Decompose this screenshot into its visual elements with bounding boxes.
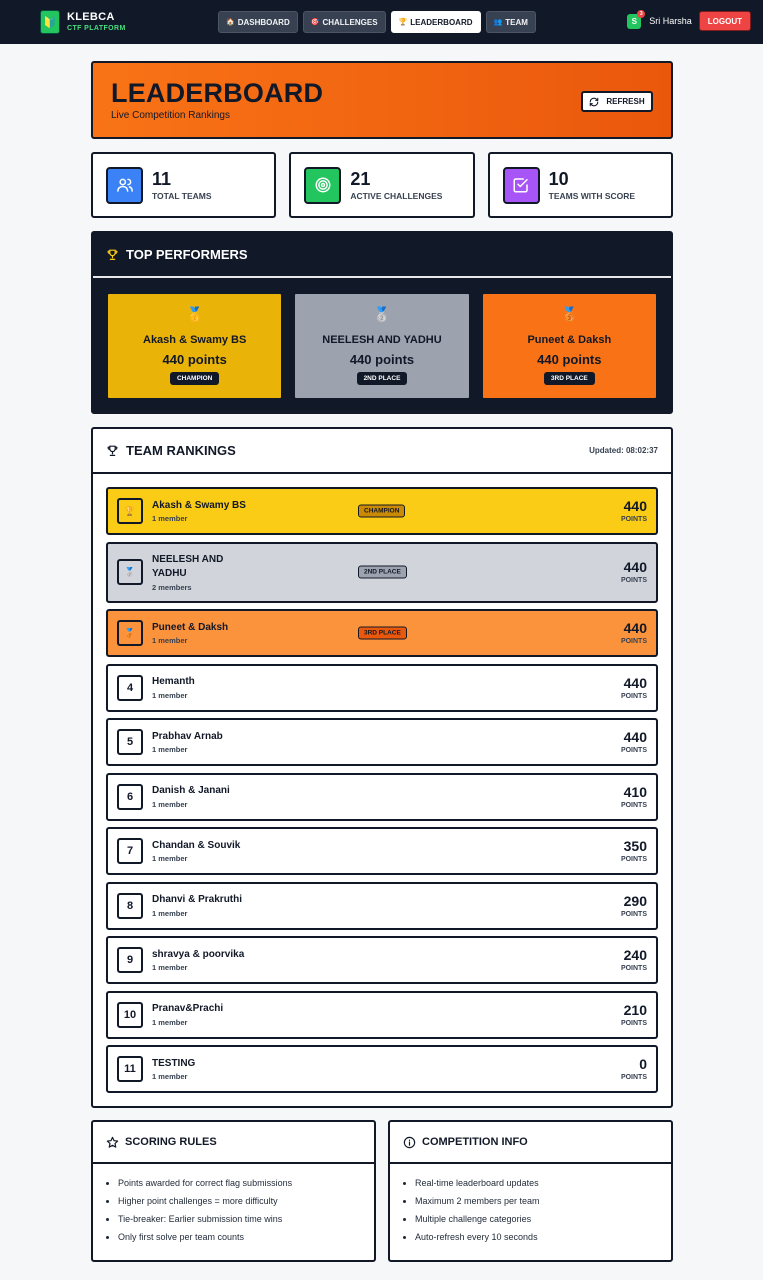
team-points <box>621 560 647 584</box>
nav-challenges-label: CHALLENGES <box>322 17 378 27</box>
points-value: 290 <box>623 892 647 909</box>
points-label: POINTS <box>620 1074 647 1081</box>
rank-number: 7 <box>117 838 143 864</box>
nav-dashboard-label: DASHBOARD <box>237 17 290 27</box>
podium-team-name: Akash & Swamy BS <box>143 334 247 346</box>
refresh-label: REFRESH <box>606 97 645 106</box>
nav-team[interactable] <box>486 11 536 33</box>
team-points <box>621 730 647 754</box>
trophy-icon: 🏆 <box>117 498 143 524</box>
points-label: POINTS <box>620 910 647 918</box>
updated-timestamp: Updated: 08:02:37 <box>589 446 658 455</box>
points-label: POINTS <box>620 965 647 972</box>
table-row[interactable] <box>106 609 658 657</box>
table-row[interactable] <box>106 664 658 712</box>
leaderboard-hero <box>91 61 673 139</box>
rank-number: 11 <box>117 1056 143 1082</box>
points-label: POINTS <box>620 856 647 863</box>
team-name: Akash & Swamy BS <box>152 499 246 511</box>
points-label: POINTS <box>620 516 647 523</box>
info-icon <box>403 1136 416 1149</box>
member-count: 1 member <box>152 636 188 646</box>
podium-third[interactable] <box>481 292 658 400</box>
member-count: 1 member <box>152 1017 188 1027</box>
team-points <box>621 1003 647 1027</box>
team-info <box>152 499 246 524</box>
table-row[interactable] <box>106 542 658 603</box>
points-value: 440 <box>623 498 647 514</box>
member-count: 1 member <box>152 799 188 809</box>
team-name: Danish & Janani <box>152 785 230 797</box>
bronze-medal-icon: 🥉 <box>117 620 143 646</box>
list-item: • Higher point challenges = more difficulty <box>118 1196 374 1206</box>
brand[interactable] <box>67 11 126 33</box>
team-points <box>621 839 647 863</box>
points-label: POINTS <box>620 577 647 584</box>
trophy-icon <box>106 444 119 457</box>
stat-active-challenges <box>289 152 474 218</box>
team-name: Dhanvi & Prakruthi <box>152 894 243 906</box>
team-icon: 👥 <box>493 19 503 26</box>
points-value: 440 <box>623 620 647 636</box>
logout-button[interactable]: LOGOUT <box>699 11 751 31</box>
team-info <box>152 948 244 973</box>
top-performers-panel <box>91 231 673 414</box>
silver-medal-icon: 🥈 <box>117 559 143 585</box>
username: Sri Harsha <box>649 16 692 26</box>
podium-points: 440 points <box>537 352 602 367</box>
team-name: shravya & poorvika <box>152 948 245 960</box>
brand-title: KLEBCA <box>67 11 115 24</box>
stat-label: TOTAL TEAMS <box>152 190 212 201</box>
podium <box>93 278 671 400</box>
list-item: • Maximum 2 members per team <box>415 1196 671 1206</box>
points-value: 350 <box>623 838 647 854</box>
rank-badge: 2ND PLACE <box>358 566 407 579</box>
list-item: • Only first solve per team counts <box>118 1232 374 1242</box>
table-row[interactable] <box>106 487 658 535</box>
competition-info-card <box>388 1120 673 1262</box>
gold-medal-icon: 🥇 <box>185 306 204 322</box>
member-count: 1 member <box>152 514 188 524</box>
podium-second[interactable] <box>293 292 470 400</box>
scoring-rules-title: SCORING RULES <box>125 1136 217 1148</box>
rank-number: 8 <box>117 893 143 919</box>
team-name: TESTING <box>152 1057 196 1069</box>
avatar[interactable] <box>627 10 643 29</box>
team-name: Chandan & Souvik <box>152 839 241 851</box>
podium-first[interactable] <box>106 292 283 400</box>
stat-label: TEAMS WITH SCORE <box>548 190 636 201</box>
table-row[interactable] <box>106 773 658 821</box>
podium-points: 440 points <box>349 352 415 367</box>
team-points <box>621 894 647 918</box>
page-subtitle: Live Competition Rankings <box>111 110 230 121</box>
competition-info-list <box>390 1164 671 1242</box>
target-icon <box>304 167 341 204</box>
team-info <box>152 621 228 646</box>
list-item: • Points awarded for correct flag submissions <box>118 1178 374 1188</box>
team-rankings-header <box>93 429 671 474</box>
rank-badge: 3RD PLACE <box>358 627 407 640</box>
refresh-button[interactable] <box>581 91 653 112</box>
trophy-icon: 🏆 <box>398 19 408 26</box>
silver-medal-icon: 🥈 <box>373 306 391 322</box>
target-icon: 🎯 <box>310 19 320 26</box>
nav-challenges[interactable] <box>303 11 386 33</box>
member-count: 1 member <box>152 1072 188 1082</box>
points-value: 440 <box>623 559 647 575</box>
stat-label: ACTIVE CHALLENGES <box>350 190 443 201</box>
table-row[interactable] <box>106 882 658 930</box>
member-count: 1 member <box>152 963 188 973</box>
competition-info-title: COMPETITION INFO <box>422 1136 528 1148</box>
brand-subtitle: CTF PLATFORM <box>67 25 126 33</box>
stat-value: 11 <box>152 168 172 189</box>
rank-number: 5 <box>117 729 143 755</box>
points-label: POINTS <box>620 692 647 700</box>
avatar-initial: S <box>631 16 637 26</box>
team-rankings-panel <box>91 427 673 1108</box>
points-value: 0 <box>639 1056 647 1072</box>
stat-teams-with-score <box>488 152 673 218</box>
top-performers-title: TOP PERFORMERS <box>126 247 248 262</box>
top-performers-header <box>93 233 671 278</box>
team-info <box>152 553 232 592</box>
points-label: POINTS <box>620 747 647 754</box>
points-label: POINTS <box>620 1019 647 1027</box>
team-info <box>152 1002 223 1027</box>
points-value: 440 <box>623 674 647 691</box>
stat-value: 10 <box>548 168 569 189</box>
points-value: 210 <box>623 1001 647 1018</box>
team-points <box>621 1057 647 1081</box>
rank-badge: CHAMPION <box>358 505 405 518</box>
member-count: 1 member <box>152 745 188 755</box>
team-points <box>621 621 647 645</box>
list-item: • Auto-refresh every 10 seconds <box>415 1232 671 1242</box>
stat-total-teams <box>91 152 276 218</box>
points-value: 240 <box>623 947 647 963</box>
nav-leaderboard[interactable] <box>391 11 481 33</box>
member-count: 1 member <box>152 854 188 864</box>
member-count: 1 member <box>152 908 188 918</box>
podium-badge: 3RD PLACE <box>544 372 595 385</box>
podium-badge: 2ND PLACE <box>357 372 408 385</box>
team-rankings-title: TEAM RANKINGS <box>126 443 236 458</box>
rankings-list <box>93 474 671 1093</box>
team-name: Hemanth <box>152 676 195 688</box>
top-navbar <box>0 0 763 44</box>
team-info <box>152 1057 195 1082</box>
team-points <box>621 676 647 700</box>
nav-leaderboard-label: LEADERBOARD <box>410 17 473 27</box>
table-row[interactable] <box>106 936 658 984</box>
rank-number: 6 <box>117 784 143 810</box>
podium-team-name: Puneet & Daksh <box>527 334 612 346</box>
team-info <box>152 675 195 700</box>
points-value: 410 <box>623 783 647 800</box>
rank-number: 9 <box>117 947 143 973</box>
table-row[interactable] <box>106 718 658 766</box>
team-info <box>152 730 223 755</box>
stat-value: 21 <box>350 168 371 189</box>
team-points <box>621 948 647 972</box>
notification-badge: 3 <box>637 10 645 18</box>
list-item: • Real-time leaderboard updates <box>415 1178 671 1188</box>
points-value: 440 <box>623 729 647 745</box>
scoring-rules-header <box>93 1122 374 1164</box>
table-row[interactable] <box>106 991 658 1039</box>
trophy-icon <box>106 248 119 261</box>
table-row[interactable] <box>106 1045 658 1093</box>
nav-team-label: TEAM <box>505 17 528 27</box>
check-square-icon <box>503 167 540 204</box>
team-info <box>152 839 240 864</box>
member-count: 1 member <box>152 690 188 700</box>
list-item: • Multiple challenge categories <box>415 1214 671 1224</box>
member-count: 2 members <box>152 582 192 592</box>
star-icon <box>106 1136 119 1149</box>
page-title: LEADERBOARD <box>111 78 324 108</box>
competition-info-header <box>390 1122 671 1164</box>
nav-dashboard[interactable] <box>218 11 298 33</box>
team-name: Prabhav Arnab <box>152 730 223 742</box>
team-info <box>152 893 242 918</box>
points-label: POINTS <box>620 801 647 809</box>
team-name: NEELESH AND YADHU <box>152 553 224 579</box>
nav-links <box>218 11 536 33</box>
stats-row <box>91 152 673 218</box>
logo-icon[interactable]: 🔰 <box>40 10 60 34</box>
refresh-icon <box>589 97 599 107</box>
team-points <box>621 785 647 809</box>
team-name: Pranav&Prachi <box>152 1003 224 1015</box>
bronze-medal-icon: 🥉 <box>560 306 579 322</box>
podium-team-name: NEELESH AND YADHU <box>322 334 442 346</box>
table-row[interactable] <box>106 827 658 875</box>
scoring-rules-card <box>91 1120 376 1262</box>
rank-number: 4 <box>117 675 143 701</box>
team-info <box>152 784 230 809</box>
scoring-rules-list <box>93 1164 374 1242</box>
rank-number: 10 <box>117 1002 143 1028</box>
team-points <box>621 499 647 523</box>
list-item: • Tie-breaker: Earlier submission time wins <box>118 1214 374 1224</box>
podium-badge: CHAMPION <box>170 372 219 385</box>
home-icon: 🏠 <box>226 19 235 26</box>
users-icon <box>106 167 143 204</box>
user-area <box>627 11 751 31</box>
points-label: POINTS <box>620 638 647 645</box>
podium-points: 440 points <box>162 352 227 367</box>
team-name: Puneet & Daksh <box>152 621 229 633</box>
